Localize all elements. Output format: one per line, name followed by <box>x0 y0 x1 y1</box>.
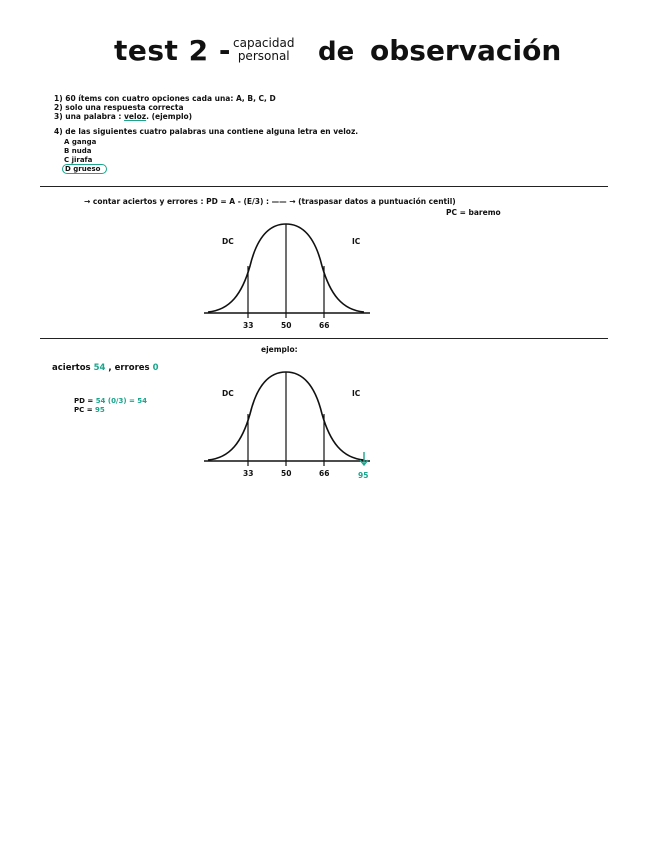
curve-2-tick-66: 66 <box>319 469 330 478</box>
example-pd-line <box>74 397 147 405</box>
method-pc: PC = baremo <box>446 208 501 217</box>
pc-value: 95 <box>95 406 105 414</box>
rule-3-suffix: . (ejemplo) <box>146 112 193 121</box>
option-a: A ganga <box>64 138 97 146</box>
curve-1-dc-label: DC <box>222 237 234 246</box>
example-heading: ejemplo: <box>261 345 298 354</box>
curve-1-tick-33: 33 <box>243 321 254 330</box>
title-observacion: observación <box>370 34 562 67</box>
curve-2-tick-33: 33 <box>243 469 254 478</box>
curve-2-marker-95: 95 <box>358 471 369 480</box>
curve-1-tick-66: 66 <box>319 321 330 330</box>
pd-value: 54 (0/3) = 54 <box>95 397 148 405</box>
selected-option-circle: D grueso <box>62 164 107 174</box>
title-subtitle <box>233 37 294 63</box>
option-b: B nuda <box>64 147 92 155</box>
rule-3-word: veloz <box>124 112 147 121</box>
aciertos-label: aciertos <box>52 363 91 373</box>
curve-2-dc-label: DC <box>222 389 234 398</box>
rule-4: 4) de las siguientes cuatro palabras una contiene alguna letra en veloz. <box>54 127 359 136</box>
rule-3 <box>54 112 192 121</box>
errores-label: , errores <box>108 363 150 373</box>
method-line: → contar aciertos y errores : PD = A - (E/3) : —— → (traspasar datos a puntuación centil) <box>84 197 456 206</box>
example-pc-line <box>74 406 105 414</box>
example-aciertos-line <box>52 364 158 373</box>
curve-1-tick-50: 50 <box>281 321 292 330</box>
title-sub-line2: personal <box>237 49 290 63</box>
option-c: C jirafa <box>64 156 93 164</box>
rule-2: 2) solo una respuesta correcta <box>54 103 184 112</box>
pd-label: PD = <box>74 397 94 405</box>
bell-curve-1 <box>200 218 380 333</box>
rule-1: 1) 60 ítems con cuatro opciones cada una: A, B, C, D <box>54 94 276 103</box>
pc-label: PC = <box>74 406 93 414</box>
option-d-selected <box>62 165 107 173</box>
divider-2 <box>40 338 608 339</box>
divider-1 <box>40 186 608 187</box>
title-de: de <box>318 37 355 67</box>
title-main: test 2 - <box>114 34 232 67</box>
errores-value: 0 <box>152 363 159 373</box>
curve-2-tick-50: 50 <box>281 469 292 478</box>
curve-2-ic-label: IC <box>352 389 361 398</box>
bell-curve-2 <box>200 364 380 484</box>
aciertos-value: 54 <box>93 363 106 373</box>
title-sub-line1: capacidad <box>233 36 295 50</box>
curve-1-ic-label: IC <box>352 237 361 246</box>
rule-3-prefix: 3) una palabra : <box>54 112 122 121</box>
